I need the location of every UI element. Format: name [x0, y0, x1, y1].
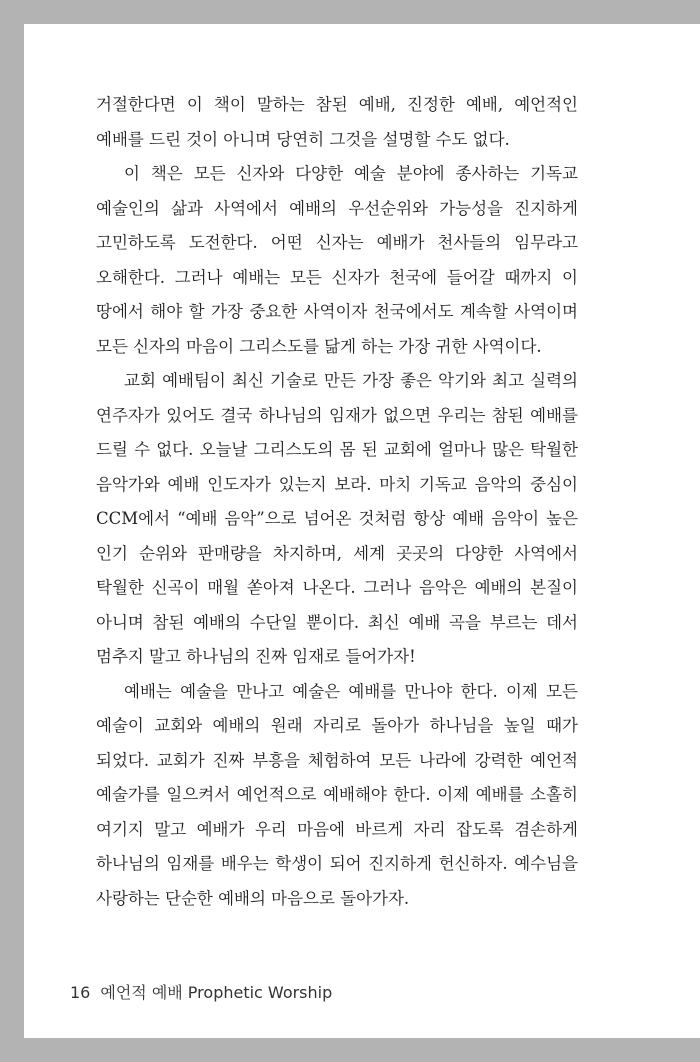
paragraph: 예배는 예술을 만나고 예술은 예배를 만나야 한다. 이제 모든 예술이 교회와 예배의 원래 자리로 돌아가 하나님을 높일 때가 되었다. 교회가 진짜 부흥을 체험하여 모든 나라에 강력한 예언적 예술가를 일으켜서 예언적으로 예배해야 한다. 이제 예배를 소홀히 여기지 말고 예배가 우리 마음에 바르게 자리 잡도록 겸손하게 하나님의 임재를 배우는 학생이 되어 진지하게 헌신하자. 예수님을 사랑하는 단순한 예배의 마음으로 돌아가자.	[96, 681, 578, 908]
running-title: 예언적 예배 Prophetic Worship	[100, 983, 333, 1002]
page-footer	[70, 980, 332, 1003]
page-edge-left	[0, 0, 24, 1062]
paragraph: 거절한다면 이 책이 말하는 참된 예배, 진정한 예배, 예언적인 예배를 드린 것이 아니며 당연히 그것을 설명할 수도 없다.	[96, 95, 578, 149]
page-edge-bottom	[0, 1038, 700, 1062]
body-text	[96, 88, 578, 916]
paragraph: 이 책은 모든 신자와 다양한 예술 분야에 종사하는 기독교 예술인의 삶과 사역에서 예배의 우선순위와 가능성을 진지하게 고민하도록 도전한다. 어떤 신자는 예배가 천사들의 임무라고 오해한다. 그러나 예배는 모든 신자가 천국에 들어갈 때까지 이 땅에서 해야 할 가장 중요한 사역이자 천국에서도 계속할 사역이며 모든 신자의 마음이 그리스도를 닮게 하는 가장 귀한 사역이다.	[96, 164, 578, 356]
page-edge-top	[0, 0, 700, 24]
paragraph: 교회 예배팀이 최신 기술로 만든 가장 좋은 악기와 최고 실력의 연주자가 있어도 결국 하나님의 임재가 없으면 우리는 참된 예배를 드릴 수 없다. 오늘날 그리스도의 몸 된 교회에 얼마나 많은 탁월한 음악가와 예배 인도자가 있는지 보라. 마치 기독교 음악의 중심이 CCM에서 “예배 음악”으로 넘어온 것처럼 항상 예배 음악이 높은 인기 순위와 판매량을 차지하며, 세계 곳곳의 다양한 사역에서 탁월한 신곡이 매월 쏟아져 나온다. 그러나 음악은 예배의 본질이 아니며 참된 예배의 수단일 뿐이다. 최신 예배 곡을 부르는 데서 멈추지 말고 하나님의 진짜 임재로 들어가자!	[96, 371, 578, 666]
page-number: 16	[70, 983, 91, 1002]
